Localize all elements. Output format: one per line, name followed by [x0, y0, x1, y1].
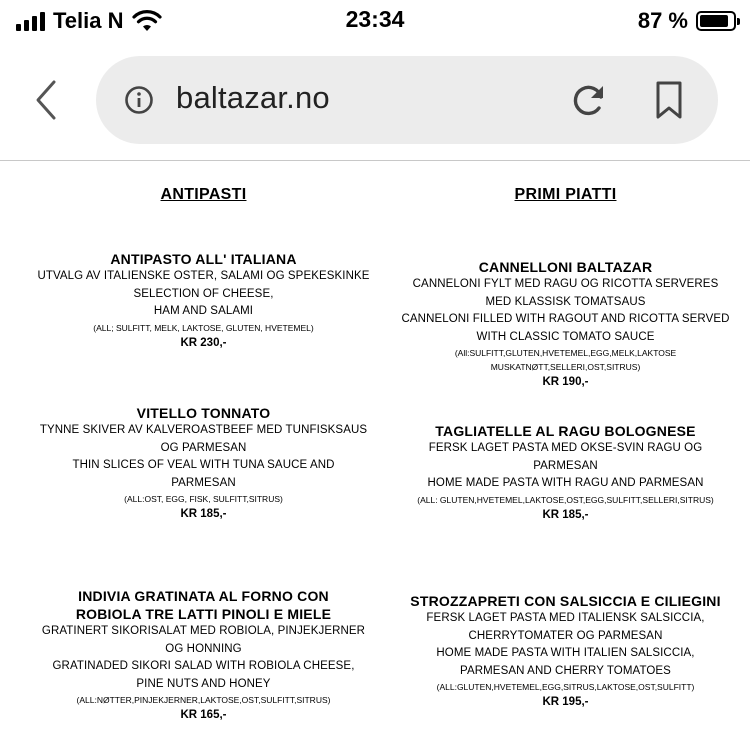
- section-title-primi-piatti: PRIMI PIATTI: [514, 186, 617, 203]
- clock: 23:34: [345, 6, 405, 32]
- dish-description: HAM AND SALAMI: [153, 305, 254, 317]
- back-chevron-icon[interactable]: [30, 78, 62, 122]
- dish-price: KR 230,-: [180, 336, 227, 349]
- dish-allergens: MUSKATNØTT,SELLERI,OST,SITRUS): [490, 362, 641, 372]
- dish-name: TAGLIATELLE AL RAGU BOLOGNESE: [435, 423, 696, 439]
- dish-description: FERSK LAGET PASTA MED OKSE-SVIN RAGU OG: [428, 442, 703, 454]
- dish-price: KR 165,-: [180, 709, 227, 721]
- bookmark-icon[interactable]: [654, 80, 684, 120]
- dish-price: KR 195,-: [542, 696, 589, 708]
- menu-item: [16, 587, 391, 724]
- menu-item: [16, 250, 391, 352]
- dish-description: PINE NUTS AND HONEY: [136, 677, 271, 690]
- dish-name: CANNELLONI BALTAZAR: [478, 259, 653, 275]
- info-icon[interactable]: [124, 85, 154, 115]
- dish-allergens: (ALL: GLUTEN,HVETEMEL,LAKTOSE,OST,EGG,SULFITT,SELLERI,SITRUS): [417, 494, 714, 505]
- dish-description: FERSK LAGET PASTA MED ITALIENSK SALSICCIA,: [426, 612, 705, 624]
- dish-description: HOME MADE PASTA WITH RAGU AND PARMESAN: [427, 477, 704, 489]
- dish-description: THIN SLICES OF VEAL WITH TUNA SAUCE AND: [72, 459, 335, 471]
- dish-description: CANNELONI FILLED WITH RAGOUT AND RICOTTA SERVED: [401, 313, 730, 325]
- antipasti-column: [16, 186, 391, 721]
- battery-percent: 87 %: [637, 8, 688, 33]
- dish-description: TYNNE SKIVER AV KALVEROASTBEEF MED TUNFISKSAUS: [39, 424, 368, 436]
- url-text[interactable]: baltazar.no: [176, 80, 330, 115]
- dish-name: ANTIPASTO ALL' ITALIANA: [110, 251, 297, 267]
- carrier-name: Telia N: [53, 8, 124, 33]
- dish-description: GRATINADED SIKORI SALAD WITH ROBIOLA CHEESE,: [52, 660, 355, 672]
- dish-description: WITH CLASSIC TOMATO SAUCE: [476, 330, 655, 343]
- dish-name: STROZZAPRETI CON SALSICCIA E CILIEGINI: [410, 593, 721, 609]
- dish-description: PARMESAN: [171, 476, 236, 489]
- dish-allergens: (ALL:GLUTEN,HVETEMEL,EGG,SITRUS,LAKTOSE,OST,SULFITT): [436, 682, 695, 692]
- dish-description: PARMESAN: [533, 459, 598, 472]
- dish-description: CHERRYTOMATER OG PARMESAN: [468, 629, 663, 642]
- dish-description: PARMESAN AND CHERRY TOMATOES: [460, 664, 671, 677]
- dish-price: KR 185,-: [180, 508, 227, 520]
- dish-description: HOME MADE PASTA WITH ITALIEN SALSICCIA,: [436, 647, 695, 659]
- dish-allergens: (ALL; SULFITT, MELK, LAKTOSE, GLUTEN, HVETEMEL): [93, 322, 314, 333]
- browser-toolbar: [0, 42, 750, 160]
- toolbar-divider: [0, 160, 750, 161]
- address-bar[interactable]: [96, 56, 718, 144]
- battery-icon: [696, 11, 736, 31]
- dish-price: KR 185,-: [542, 508, 589, 521]
- dish-description: CANNELONI FYLT MED RAGU OG RICOTTA SERVERES: [412, 278, 719, 290]
- dish-allergens: (ALL:OST, EGG, FISK, SULFITT,SITRUS): [124, 494, 283, 504]
- primi-piatti-column: [378, 186, 750, 708]
- menu-item: [16, 404, 391, 523]
- dish-name: ROBIOLA TRE LATTI PINOLI E MIELE: [75, 606, 332, 622]
- reload-icon[interactable]: [570, 81, 608, 119]
- dish-allergens: (ALL:NØTTER,PINJEKJERNER,LAKTOSE,OST,SULFITT,SITRUS): [76, 695, 331, 705]
- dish-description: OG HONNING: [165, 642, 242, 655]
- dish-price: KR 190,-: [542, 376, 589, 388]
- dish-description: SELECTION OF CHEESE,: [133, 287, 274, 300]
- dish-description: GRATINERT SIKORISALAT MED ROBIOLA, PINJEKJERNER: [41, 625, 366, 637]
- section-title-antipasti: ANTIPASTI: [160, 186, 247, 203]
- dish-description: MED KLASSISK TOMATSAUS: [485, 295, 646, 308]
- status-bar: [0, 0, 750, 42]
- dish-name: INDIVIA GRATINATA AL FORNO CON: [78, 588, 329, 604]
- menu-item: [378, 258, 750, 391]
- dish-name: VITELLO TONNATO: [136, 405, 271, 421]
- dish-description: UTVALG AV ITALIENSKE OSTER, SALAMI OG SPEKESKINKE: [37, 270, 370, 282]
- dish-description: OG PARMESAN: [160, 441, 247, 454]
- menu-item: [378, 592, 750, 711]
- menu-item: [378, 422, 750, 524]
- dish-allergens: (All:SULFITT,GLUTEN,HVETEMEL,EGG,MELK,LAKTOSE: [454, 348, 677, 358]
